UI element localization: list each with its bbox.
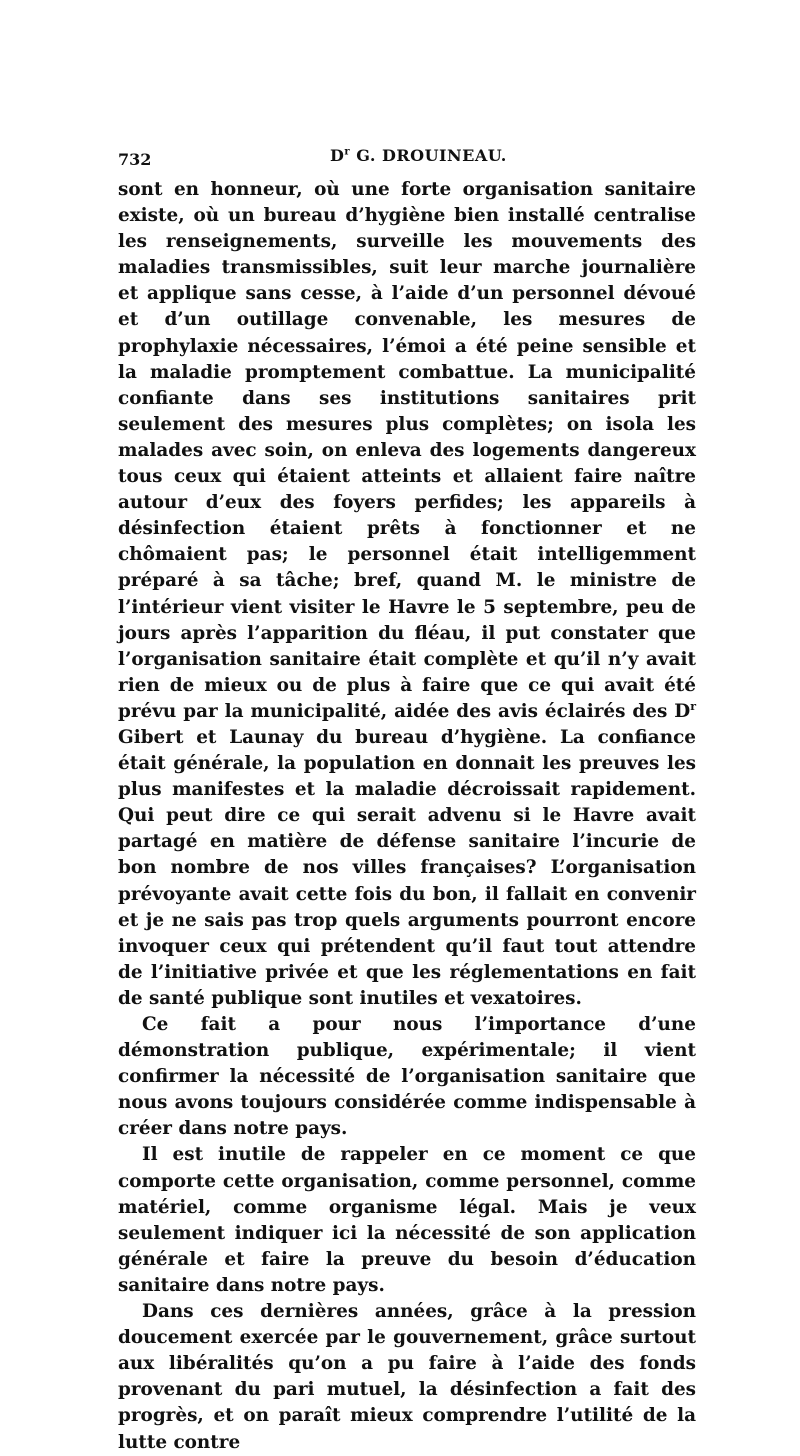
paragraph: Il est inutile de rappeler en ce moment ce que comporte cette organisation, comme personnel, comme matériel, comme organisme légal. Mais je veux seulement indiquer ici la nécessité de son application générale et faire la preuve du besoin d’éducation sanitaire dans notre pays.	[118, 1144, 696, 1296]
paragraph: Dans ces dernières années, grâce à la pression doucement exercée par le gouvernement, grâce surtout aux libéralités qu’on a pu faire à l’aide des fonds provenant du pari mutuel, la désinfection a fait des progrès, et on paraît mieux comprendre l’utilité de la lutte contre	[118, 1301, 696, 1453]
paragraph-text: sont en honneur, où une forte organisation sanitaire existe, où un bureau d’hygiène bien installé centralise les renseignements, surveille les mouvements des maladies transmissibles, suit leur marche journalière et applique sans cesse, à l’aide d’un personnel dévoué et d’un outillage convenable, les mesures de prophylaxie nécessaires, l’émoi a été peine sensible et la maladie promptement combattue. La municipalité confiante dans ses institutions sanitaires prit seulement des mesures plus complètes; on isola les malades avec soin, on enleva des logements dangereux tous ceux qui étaient atteints et allaient faire naître autour d’eux des foyers perfides; les appareils à désinfection étaient prêts à fonctionner et ne chômaient pas; le personnel était intelligemment préparé à sa tâche; bref, quand M. le ministre de l’intérieur vient visiter le Havre le 5 septembre, peu de jours après l’apparition du fléau, il put constater que l’organisation sanitaire était complète et qu’il n’y avait rien de mieux ou de plus à faire que ce qui avait été prévu par la municipalité, aidée des avis éclairés des D	[118, 179, 696, 722]
paragraph: Ce fait a pour nous l’importance d’une démonstration publique, expérimentale; il vient confirmer la nécessité de l’organisation sanitaire que nous avons toujours considérée comme indispensable à créer dans notre pays.	[118, 1014, 696, 1140]
running-head-author	[330, 146, 507, 165]
doctor-abbreviation-superscript: r	[690, 699, 696, 713]
paragraph-text: Gibert et Launay du bureau d’hygiène. La confiance était générale, la population en donnait les preuves les plus manifestes et la maladie décroissait rapidement. Qui peut dire ce qui serait advenu si le Havre avait partagé en matière de défense sanitaire l’incurie de bon nombre de nos villes françaises? L’organisation prévoyante avait cette fois du bon, il fallait en convenir et je ne sais pas trop quels arguments pourront encore invoquer ceux qui prétendent qu’il faut tout attendre de l’initiative privée et que les réglementations en fait de santé publique sont inutiles et vexatoires.	[118, 726, 696, 1009]
book-page	[118, 146, 696, 1456]
paragraph	[118, 177, 696, 1012]
author-name: G. DROUINEAU.	[350, 146, 507, 165]
page-number: 732	[118, 150, 152, 169]
body-text	[118, 177, 696, 1456]
running-head	[118, 146, 696, 172]
author-prefix: D	[330, 146, 345, 165]
author-prefix-superscript: r	[344, 146, 351, 158]
